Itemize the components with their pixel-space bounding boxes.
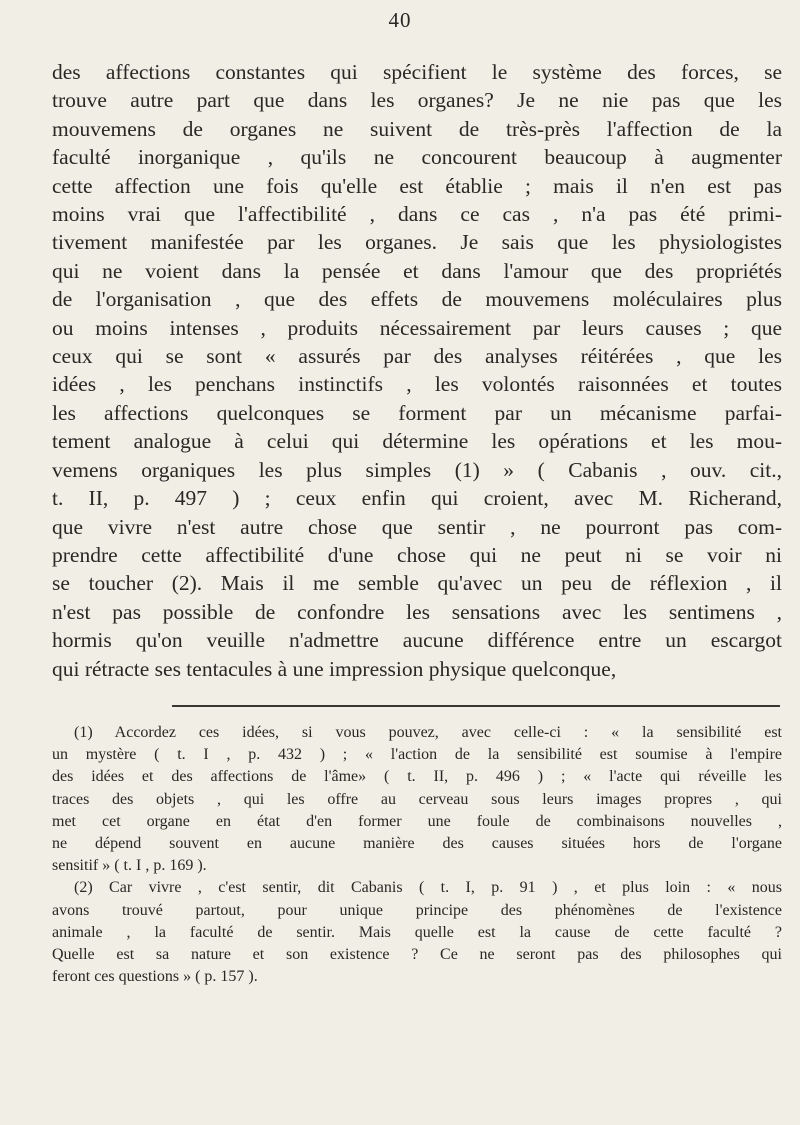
footnote-1-line: traces des objets , qui les offre au cerveau sous leurs images propres , qui (52, 790, 782, 808)
footnote-1-line: ne dépend souvent en aucune manière des causes situées hors de l'organe (52, 835, 782, 853)
footnote-1-line: met cet organe en état d'en former une foule de combinaisons nouvelles , (52, 812, 782, 830)
body-line: prendre cette affectibilité d'une chose qui ne peut ni se voir ni (52, 542, 782, 567)
body-line: les affections quelconques se forment par un mécanisme parfai- (52, 400, 782, 425)
body-text (52, 58, 782, 683)
page-number: 40 (388, 8, 412, 32)
body-line: vemens organiques les plus simples (1) » ( Cabanis , ouv. cit., (52, 457, 782, 482)
body-line: trouve autre part que dans les organes? Je ne nie pas que les (52, 88, 782, 113)
body-line: de l'organisation , que des effets de mouvemens moléculaires plus (52, 287, 782, 312)
body-line: des affections constantes qui spécifient le système des forces, se (52, 60, 782, 84)
footnote-2-line: Quelle est sa nature et son existence ? Ce ne seront pas des philosophes qui (52, 946, 782, 964)
body-line: ou moins intenses , produits nécessairement par leurs causes ; que (52, 315, 782, 340)
body-line: qui rétracte ses tentacules à une impression physique quelconque, (52, 656, 617, 681)
footnote-1-line: sensitif » ( t. I , p. 169 ). (52, 857, 207, 875)
body-line: que vivre n'est autre chose que sentir , ne pourront pas com- (52, 514, 782, 539)
footnote-1-line: (1) Accordez ces idées, si vous pouvez, avec celle-ci : « la sensibilité est (74, 724, 782, 741)
body-line: idées , les penchans instinctifs , les volontés raisonnées et toutes (52, 372, 782, 397)
body-line: hormis qu'on veuille n'admettre aucune différence entre un escargot (52, 628, 782, 653)
body-line: tivement manifestée par les organes. Je sais que les physiologistes (52, 230, 782, 255)
footnote-2-line: feront ces questions » ( p. 157 ). (52, 968, 258, 986)
footnote-1-line: des idées et des affections de l'âme» ( t. II, p. 496 ) ; « l'acte qui réveille les (52, 768, 782, 786)
body-line: ceux qui se sont « assurés par des analyses réitérées , que les (52, 344, 782, 369)
footnote-1-line: un mystère ( t. I , p. 432 ) ; « l'action de la sensibilité est soumise à l'empire (52, 746, 782, 764)
footnotes (52, 722, 782, 988)
footnote-2-line: (2) Car vivre , c'est sentir, dit Cabanis ( t. I, p. 91 ) , et plus loin : « nous (74, 879, 782, 897)
body-line: cette affection une fois qu'elle est établie ; mais il n'en est pas (52, 173, 782, 198)
body-line: n'est pas possible de confondre les sensations avec les sentimens , (52, 599, 782, 624)
body-line: tement analogue à celui qui détermine les opérations et les mou- (52, 429, 782, 454)
body-line: faculté inorganique , qu'ils ne concourent beaucoup à augmenter (52, 145, 782, 170)
body-line: se toucher (2). Mais il me semble qu'avec un peu de réflexion , il (52, 571, 782, 596)
footnote-2-line: avons trouvé partout, pour unique principe des phénomènes de l'existence (52, 901, 782, 919)
body-line: moins vrai que l'affectibilité , dans ce cas , n'a pas été primi- (52, 202, 782, 227)
body-line: qui ne voient dans la pensée et dans l'amour que des propriétés (52, 258, 782, 283)
footnote-separator-rule (172, 705, 780, 707)
body-line: mouvemens de organes ne suivent de très-près l'affection de la (52, 116, 782, 141)
footnote-2-line: animale , la faculté de sentir. Mais quelle est la cause de cette faculté ? (52, 923, 782, 941)
body-line: t. II, p. 497 ) ; ceux enfin qui croient, avec M. Richerand, (52, 486, 782, 511)
